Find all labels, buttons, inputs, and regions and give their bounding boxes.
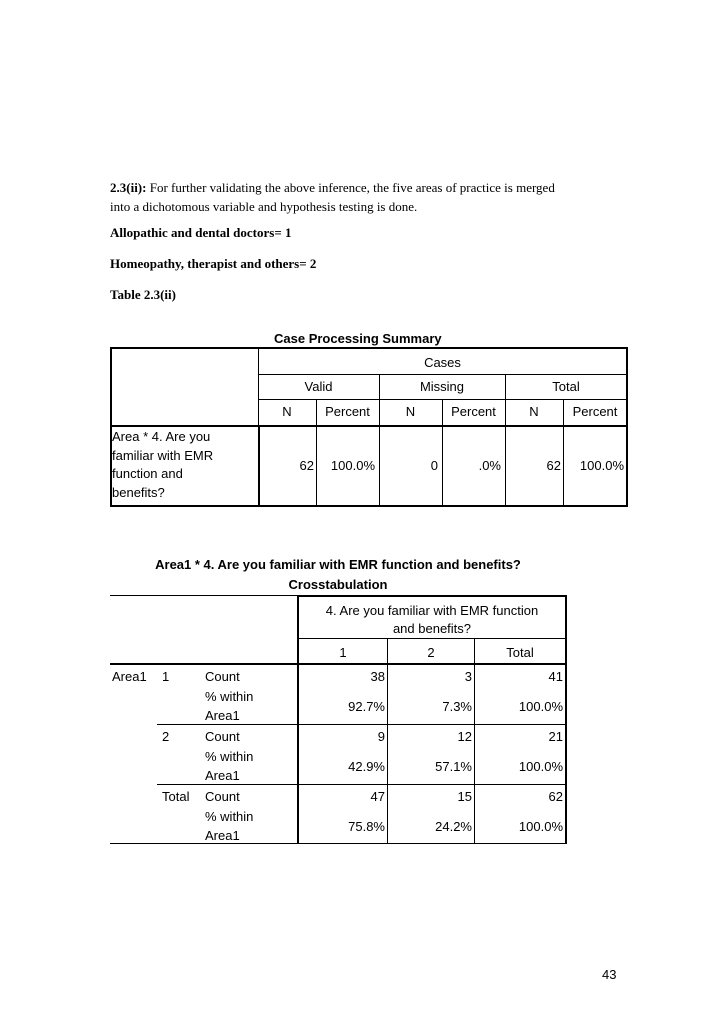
table-label: Table 2.3(ii) bbox=[110, 287, 176, 302]
table-cell: 92.7% bbox=[348, 699, 385, 714]
count-label: Count bbox=[205, 789, 240, 804]
row-group-label: 1 bbox=[162, 669, 170, 684]
subheader-n: N bbox=[529, 404, 539, 419]
row-group-label: Total bbox=[162, 789, 190, 804]
page-number: 43 bbox=[602, 967, 617, 982]
table-cell: 42.9% bbox=[348, 759, 385, 774]
col-header: 4. Are you familiar with EMR function and benefits? bbox=[325, 603, 539, 636]
table-cell: 100.0% bbox=[518, 699, 563, 714]
col-label-1: 1 bbox=[339, 645, 347, 660]
value-valid-percent: 100.0% bbox=[330, 458, 375, 473]
count-label: Count bbox=[205, 729, 240, 744]
table-cell: 21 bbox=[548, 729, 563, 744]
subheader-n: N bbox=[405, 404, 416, 419]
table-cell: 7.3% bbox=[442, 699, 472, 714]
table-cell: 12 bbox=[457, 729, 472, 744]
value-total-percent: 100.0% bbox=[579, 458, 624, 473]
table-cell: 100.0% bbox=[518, 759, 563, 774]
col-label-total: Total bbox=[506, 645, 534, 660]
group-definition-1: Allopathic and dental doctors= 1 bbox=[110, 225, 292, 240]
crosstab-title: Area1 * 4. Are you familiar with EMR function and benefits? Crosstabulation bbox=[155, 557, 521, 592]
row-group-label: 2 bbox=[162, 729, 170, 744]
table-cell: 47 bbox=[370, 789, 385, 804]
col-label-2: 2 bbox=[427, 645, 435, 660]
group-definition-2: Homeopathy, therapist and others= 2 bbox=[110, 256, 317, 271]
table-cell: 41 bbox=[548, 669, 563, 684]
subheader-percent: Percent bbox=[325, 404, 370, 419]
pct-label: % within Area1 bbox=[205, 749, 254, 783]
table-cell: 3 bbox=[464, 669, 472, 684]
intro-text-line1: For further validating the above inference, the five areas of practice is merged bbox=[146, 180, 555, 195]
group-header-missing: Missing bbox=[419, 379, 465, 394]
table-cell: 24.2% bbox=[435, 819, 472, 834]
pct-label: % within Area1 bbox=[205, 689, 254, 723]
table-cell: 100.0% bbox=[518, 819, 563, 834]
table-cell: 75.8% bbox=[348, 819, 385, 834]
intro-text-line2: into a dichotomous variable and hypothesis testing is done. bbox=[110, 199, 418, 214]
intro-paragraph bbox=[110, 180, 630, 215]
table-cell: 38 bbox=[370, 669, 385, 684]
row-variable-label: Area1 bbox=[112, 669, 147, 684]
value-total-n: 62 bbox=[546, 458, 561, 473]
subheader-n: N bbox=[282, 404, 292, 419]
group-header-valid: Valid bbox=[304, 379, 333, 394]
subheader-percent: Percent bbox=[451, 404, 496, 419]
cases-header: Cases bbox=[424, 355, 461, 370]
case-summary-title: Case Processing Summary bbox=[274, 331, 442, 346]
subheader-percent: Percent bbox=[572, 404, 618, 419]
count-label: Count bbox=[205, 669, 240, 684]
table-cell: 9 bbox=[377, 729, 385, 744]
intro-label: 2.3(ii): bbox=[110, 180, 147, 195]
value-valid-n: 62 bbox=[299, 458, 314, 473]
value-missing-n: 0 bbox=[430, 458, 438, 473]
value-missing-percent: .0% bbox=[478, 458, 501, 473]
table-cell: 57.1% bbox=[435, 759, 472, 774]
table-cell: 62 bbox=[548, 789, 563, 804]
group-header-total: Total bbox=[552, 379, 580, 394]
table-cell: 15 bbox=[457, 789, 472, 804]
pct-label: % within Area1 bbox=[205, 809, 254, 843]
row-label: Area * 4. Are you familiar with EMR function and benefits? bbox=[112, 429, 214, 500]
